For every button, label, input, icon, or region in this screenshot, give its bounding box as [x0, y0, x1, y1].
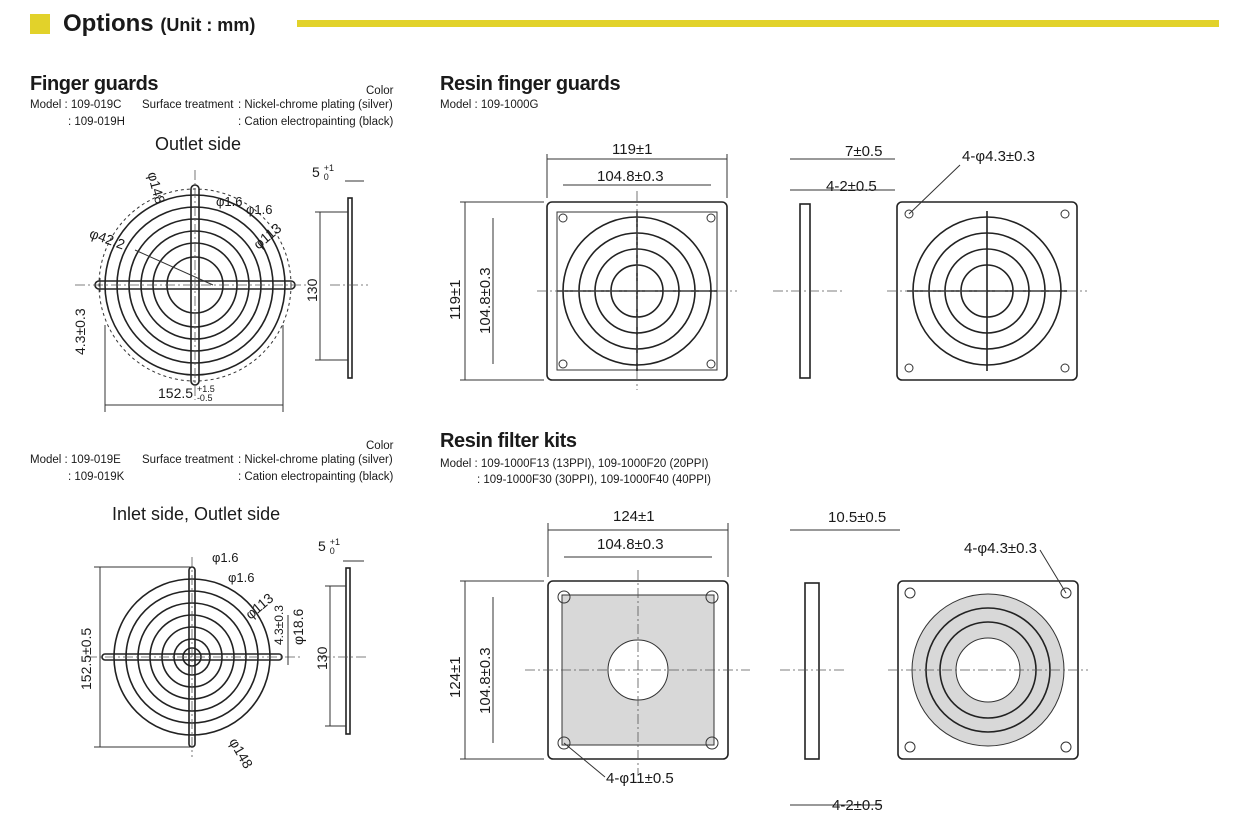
fg-side5-tol-dn: 0 [323, 172, 329, 183]
fg2-d16a: φ1.6 [212, 550, 239, 565]
fg2-view-label: Inlet side, Outlet side [112, 504, 281, 524]
finger-guard-2-drawing [0, 530, 400, 820]
fg2-h43: 4.3±0.3 [272, 605, 286, 645]
fg2-model2: : 109-019K [68, 471, 125, 483]
fg-model2: : 109-019H [68, 116, 125, 128]
rfk-h1048: 104.8±0.3 [477, 647, 494, 714]
fg-d16a: φ1.6 [216, 194, 243, 209]
fg-surface2: : Cation electropainting (black) [238, 116, 394, 128]
rfk-h124: 124±1 [447, 656, 464, 698]
rfk-w124: 124±1 [613, 508, 655, 525]
fg-h43: 4.3±0.3 [72, 308, 88, 355]
rfk-holes: 4-φ4.3±0.3 [964, 540, 1038, 557]
fg2-d148: φ148 [226, 735, 257, 772]
fg2-d113: φ113 [242, 589, 277, 623]
fg-d148: φ148 [144, 170, 169, 206]
fg-w1525 [158, 385, 215, 403]
fg-d16b: φ1.6 [246, 202, 273, 217]
fg2-d186: φ18.6 [290, 608, 306, 645]
rfg-holes: 4-φ4.3±0.3 [962, 148, 1036, 165]
fg-h130: 130 [304, 278, 320, 302]
fg2-surface1: : Nickel-chrome plating (silver) [238, 454, 393, 466]
rfk-w1048: 104.8±0.3 [597, 536, 664, 553]
rfg-t7: 7±0.5 [845, 143, 883, 160]
fg-color-label: Color [366, 85, 394, 97]
resin-finger-guard-drawing [440, 140, 1140, 390]
fg-model: Model : 109-019C [30, 99, 122, 111]
page-title [63, 10, 255, 38]
fg-d113: φ113 [250, 219, 285, 253]
fg-view-label: Outlet side [155, 134, 242, 154]
rfg-w119: 119±1 [612, 141, 653, 158]
fg2-side5-tol-up: +1 [329, 537, 340, 548]
fg-d422: φ42.2 [87, 225, 128, 253]
fg2-surface-label: Surface treatment [142, 454, 234, 466]
rfk-holes11: 4-φ11±0.5 [606, 770, 674, 787]
rfk-model-line2: : 109-1000F30 (30PPI), 109-1000F40 (40PPI) [477, 474, 711, 486]
fg-side5-tol-up: +1 [323, 163, 334, 174]
page-unit: (Unit : mm) [160, 15, 256, 35]
fg-surface-label: Surface treatment [142, 99, 234, 111]
fg-surface1: : Nickel-chrome plating (silver) [238, 99, 393, 111]
resin-filter-kits-title: Resin filter kits [440, 430, 577, 452]
fg-w1525-tol-dn: -0.5 [196, 393, 213, 404]
fg2-side5-value: 5 [318, 538, 326, 554]
fg2-h130: 130 [314, 646, 330, 670]
fg2-d16b: φ1.6 [228, 570, 255, 585]
fg-side5-value: 5 [312, 164, 320, 180]
fg-side5 [312, 164, 334, 182]
header-rule [297, 20, 1219, 27]
rfg-t42: 4-2±0.5 [826, 178, 877, 195]
rfg-model: Model : 109-1000G [440, 99, 539, 111]
fg2-color-label: Color [366, 440, 394, 452]
page-title-text: Options [63, 10, 154, 37]
fg2-side5-tol-dn: 0 [329, 546, 335, 557]
fg-w1525-value: 152.5 [158, 385, 194, 401]
rfg-h1048: 104.8±0.3 [477, 267, 494, 334]
fg2-side5 [318, 538, 340, 556]
finger-guard-drawing [0, 150, 400, 420]
rfk-model-line1: Model : 109-1000F13 (13PPI), 109-1000F20 (20PPI) [440, 458, 709, 470]
fg2-surface2: : Cation electropainting (black) [238, 471, 394, 483]
fg2-h1525: 152.5±0.5 [78, 627, 94, 690]
rfk-t42: 4-2±0.5 [832, 797, 883, 814]
fg2-model: Model : 109-019E [30, 454, 121, 466]
rfg-h119: 119±1 [447, 279, 464, 320]
rfk-t105: 10.5±0.5 [828, 509, 887, 526]
rfg-w1048: 104.8±0.3 [597, 168, 664, 185]
finger-guards-title: Finger guards [30, 73, 159, 95]
header-accent-square [30, 14, 50, 34]
resin-finger-guards-title: Resin finger guards [440, 73, 621, 95]
fg-w1525-tol-up: +1.5 [196, 384, 215, 395]
